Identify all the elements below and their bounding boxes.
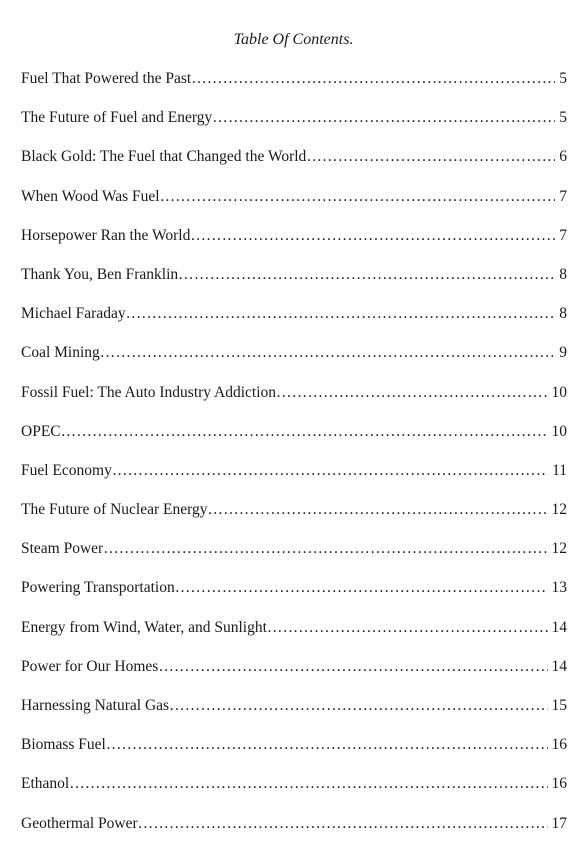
- toc-entry-label: Coal Mining: [21, 344, 100, 362]
- toc-entry-page: 15: [551, 697, 567, 714]
- dot-leader: [178, 264, 555, 286]
- toc-list: [21, 68, 567, 852]
- toc-entry-page: 14: [551, 657, 567, 675]
- toc-entry-label: Powering Transportation: [21, 579, 175, 597]
- toc-entry: [21, 68, 567, 107]
- toc-entry-label: Fuel That Powered the Past: [21, 70, 192, 87]
- toc-entry: [21, 146, 567, 185]
- toc-entry: [21, 225, 567, 264]
- dot-leader: [169, 695, 547, 717]
- dot-leader: [306, 146, 555, 168]
- toc-entry-page: 16: [551, 775, 567, 793]
- toc-entry-page: 10: [551, 422, 567, 440]
- dot-leader: [158, 656, 547, 678]
- dot-leader: [191, 68, 555, 90]
- toc-entry-label: Steam Power: [21, 540, 104, 558]
- toc-entry: [21, 303, 567, 342]
- toc-entry-page: 7: [559, 187, 567, 205]
- dot-leader: [112, 460, 548, 482]
- toc-entry-page: 8: [559, 265, 567, 283]
- toc-entry: [21, 813, 567, 852]
- toc-entry-page: 13: [551, 579, 567, 597]
- toc-entry: [21, 499, 567, 538]
- dot-leader: [190, 225, 555, 247]
- toc-entry-page: 6: [559, 148, 567, 166]
- toc-entry-label: Power for Our Homes: [21, 657, 159, 675]
- toc-entry-label: Harnessing Natural Gas: [21, 697, 170, 714]
- dot-leader: [69, 773, 547, 795]
- dot-leader: [126, 303, 556, 325]
- dot-leader: [61, 421, 548, 443]
- toc-entry-label: Horsepower Ran the World: [21, 226, 191, 244]
- toc-entry-label: Biomass Fuel: [21, 736, 106, 754]
- toc-entry-page: 10: [551, 383, 567, 401]
- toc-entry-page: 9: [559, 344, 567, 362]
- toc-entry-page: 7: [559, 226, 567, 244]
- dot-leader: [106, 734, 548, 756]
- dot-leader: [103, 538, 547, 560]
- toc-entry: [21, 656, 567, 695]
- toc-entry: [21, 695, 567, 734]
- toc-entry-label: Geothermal Power: [21, 814, 138, 832]
- toc-entry: [21, 382, 567, 421]
- toc-entry-page: 17: [551, 814, 567, 832]
- dot-leader: [100, 342, 555, 364]
- toc-entry-label: Energy from Wind, Water, and Sunlight: [21, 618, 267, 636]
- toc-entry-label: OPEC: [21, 422, 61, 440]
- toc-entry-label: The Future of Nuclear Energy: [21, 501, 208, 519]
- dot-leader: [175, 577, 548, 599]
- toc-entry-page: 12: [551, 540, 567, 558]
- toc-entry-page: 5: [559, 109, 567, 127]
- toc-entry: [21, 264, 567, 303]
- dot-leader: [276, 382, 547, 404]
- dot-leader: [267, 617, 548, 639]
- toc-entry: [21, 617, 567, 656]
- toc-entry-page: 11: [552, 461, 567, 479]
- toc-entry-label: Thank You, Ben Franklin: [21, 265, 179, 283]
- toc-entry: [21, 186, 567, 225]
- toc-entry-page: 8: [559, 305, 567, 323]
- toc-entry-page: 12: [551, 501, 567, 519]
- toc-entry-page: 14: [551, 618, 567, 636]
- toc-entry: [21, 421, 567, 460]
- dot-leader: [160, 186, 556, 208]
- toc-entry-label: Fossil Fuel: The Auto Industry Addiction: [21, 383, 277, 401]
- toc-entry: [21, 773, 567, 812]
- toc-entry-page: 16: [551, 736, 567, 754]
- toc-entry-label: Ethanol: [21, 775, 70, 793]
- dot-leader: [212, 107, 555, 129]
- dot-leader: [138, 813, 548, 835]
- toc-entry-label: Fuel Economy: [21, 461, 112, 479]
- toc-entry-label: When Wood Was Fuel: [21, 187, 160, 205]
- toc-entry: [21, 734, 567, 773]
- toc-entry: [21, 577, 567, 616]
- toc-entry: [21, 460, 567, 499]
- toc-entry-page: 5: [559, 70, 567, 87]
- toc-entry: [21, 107, 567, 146]
- toc-entry-label: Black Gold: The Fuel that Changed the World: [21, 148, 307, 166]
- page-title: Table Of Contents.: [233, 31, 354, 48]
- toc-entry: [21, 342, 567, 381]
- toc-entry-label: Michael Faraday: [21, 305, 126, 323]
- toc-entry: [21, 538, 567, 577]
- toc-entry-label: The Future of Fuel and Energy: [21, 109, 213, 127]
- dot-leader: [208, 499, 548, 521]
